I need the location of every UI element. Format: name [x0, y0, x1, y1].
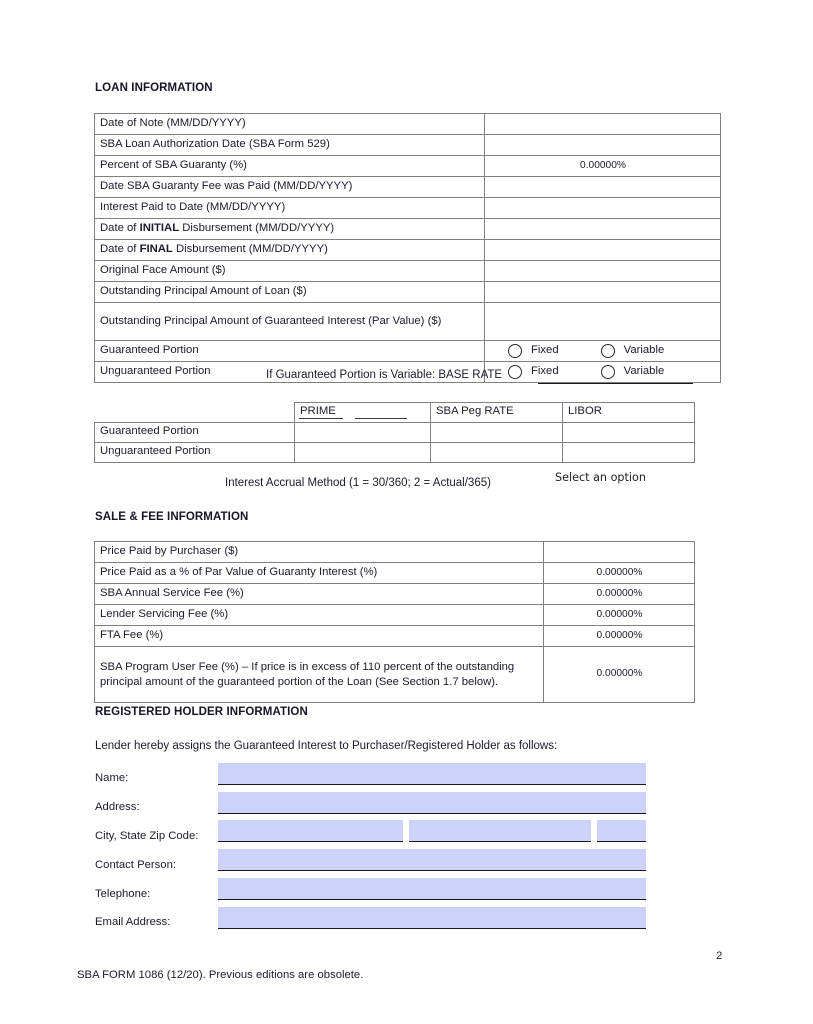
row-label: Lender Servicing Fee (%)	[95, 605, 544, 626]
label-text: Outstanding Principal Amount of Loan ($)	[100, 284, 307, 297]
label-emphasis: FINAL	[139, 242, 173, 255]
loan-information-table	[94, 113, 721, 383]
row-options	[485, 362, 721, 383]
row-value[interactable]	[485, 261, 721, 282]
row-value[interactable]: 0.00000%	[544, 563, 695, 584]
table-row	[95, 261, 721, 282]
label-text: SBA Loan Authorization Date (SBA Form 529)	[100, 137, 330, 150]
input-address[interactable]	[218, 792, 646, 814]
radio-option-fixed-unguaranteed[interactable]	[508, 364, 559, 380]
cell-sba-peg-rate[interactable]	[431, 423, 563, 443]
table-row	[95, 423, 695, 443]
row-label: Price Paid by Purchaser ($)	[95, 542, 544, 563]
table-row	[95, 219, 721, 240]
input-contact-person[interactable]	[218, 849, 646, 871]
row-label	[95, 261, 485, 282]
table-row	[95, 647, 695, 703]
table-row	[95, 135, 721, 156]
cell-prime[interactable]	[295, 443, 431, 463]
row-label: Price Paid as a % of Par Value of Guaranty Interest (%)	[95, 563, 544, 584]
label-text: Percent of SBA Guaranty (%)	[100, 158, 247, 171]
loan-information-heading: LOAN INFORMATION	[95, 82, 213, 94]
table-row	[95, 626, 695, 647]
form-identifier: SBA FORM 1086 (12/20). Previous editions are obsolete.	[77, 969, 364, 981]
radio-icon[interactable]	[601, 365, 615, 379]
registered-holder-intro: Lender hereby assigns the Guaranteed Interest to Purchaser/Registered Holder as follows:	[95, 740, 558, 752]
row-label: FTA Fee (%)	[95, 626, 544, 647]
row-value[interactable]	[485, 177, 721, 198]
base-rate-prompt: If Guaranteed Portion is Variable: BASE RATE	[266, 369, 503, 381]
label-text-suffix: Disbursement (MM/DD/YYYY)	[179, 221, 335, 234]
input-zip[interactable]	[597, 820, 646, 842]
row-value[interactable]	[485, 114, 721, 135]
table-row	[95, 198, 721, 219]
table-row	[95, 341, 721, 362]
radio-icon[interactable]	[508, 365, 522, 379]
cell-sba-peg-rate[interactable]	[431, 443, 563, 463]
radio-option-variable-unguaranteed[interactable]	[601, 364, 665, 380]
label-text: Date of Note (MM/DD/YYYY)	[100, 116, 246, 129]
label-address: Address:	[95, 801, 140, 813]
row-label: SBA Program User Fee (%) – If price is in excess of 110 percent of the outstanding principal amount of the guaranteed portion of the Loan (See Section 1.7 below).	[95, 647, 544, 703]
radio-icon[interactable]	[601, 344, 615, 358]
row-label	[95, 341, 485, 362]
row-label	[95, 303, 485, 341]
row-value[interactable]: 0.00000%	[544, 647, 695, 703]
radio-label: Fixed	[531, 365, 559, 378]
input-state[interactable]	[409, 820, 591, 842]
row-value[interactable]	[485, 135, 721, 156]
sale-fee-information-heading: SALE & FEE INFORMATION	[95, 511, 249, 523]
row-label	[95, 156, 485, 177]
input-email-address[interactable]	[218, 907, 646, 929]
input-name[interactable]	[218, 763, 646, 785]
row-label	[95, 282, 485, 303]
row-value[interactable]	[544, 542, 695, 563]
row-value[interactable]	[485, 282, 721, 303]
row-label: SBA Annual Service Fee (%)	[95, 584, 544, 605]
row-value[interactable]	[485, 240, 721, 261]
table-row	[95, 563, 695, 584]
registered-holder-heading: REGISTERED HOLDER INFORMATION	[95, 706, 308, 718]
row-value[interactable]: 0.00000%	[485, 156, 721, 177]
row-label	[95, 198, 485, 219]
row-label: Unguaranteed Portion	[95, 443, 295, 463]
label-telephone: Telephone:	[95, 888, 151, 900]
label-city-state-zip: City, State Zip Code:	[95, 830, 199, 842]
label-text: Date of	[100, 242, 140, 255]
variable-rate-table	[94, 402, 695, 463]
table-header-row	[95, 403, 695, 423]
column-header-prime: PRIME	[295, 403, 431, 423]
table-row	[95, 605, 695, 626]
table-row	[95, 303, 721, 341]
label-text: Guaranteed Portion	[100, 343, 199, 356]
radio-label: Fixed	[531, 344, 559, 357]
table-row	[95, 240, 721, 261]
table-row	[95, 282, 721, 303]
radio-label: Variable	[623, 344, 665, 357]
label-text: Unguaranteed Portion	[100, 364, 211, 377]
label-text: Original Face Amount ($)	[100, 263, 226, 276]
radio-option-variable-guaranteed[interactable]	[601, 343, 665, 359]
table-row	[95, 177, 721, 198]
label-text: Date SBA Guaranty Fee was Paid (MM/DD/YYYY)	[100, 179, 353, 192]
column-header-libor: LIBOR	[563, 403, 695, 423]
row-label	[95, 135, 485, 156]
prime-header-underline-left	[299, 418, 343, 419]
input-telephone[interactable]	[218, 878, 646, 900]
row-label: Guaranteed Portion	[95, 423, 295, 443]
interest-accrual-label: Interest Accrual Method (1 = 30/360; 2 = Actual/365)	[225, 477, 491, 489]
cell-prime[interactable]	[295, 423, 431, 443]
label-text: Outstanding Principal Amount of Guaranteed Interest (Par Value) ($)	[100, 314, 442, 327]
row-value[interactable]	[485, 303, 721, 341]
row-value[interactable]: 0.00000%	[544, 584, 695, 605]
prime-header-underline-right	[355, 418, 407, 419]
sale-fee-table	[94, 541, 695, 703]
label-text: Interest Paid to Date (MM/DD/YYYY)	[100, 200, 286, 213]
radio-option-fixed-guaranteed[interactable]	[508, 343, 559, 359]
base-rate-input[interactable]	[538, 383, 693, 384]
row-value[interactable]: 0.00000%	[544, 605, 695, 626]
radio-label: Variable	[623, 365, 665, 378]
row-label	[95, 177, 485, 198]
table-row	[95, 443, 695, 463]
row-value[interactable]	[485, 198, 721, 219]
table-row	[95, 114, 721, 135]
row-label	[95, 219, 485, 240]
table-row	[95, 584, 695, 605]
interest-accrual-dropdown[interactable]: Select an option	[555, 471, 646, 484]
input-city[interactable]	[218, 820, 403, 842]
row-value[interactable]	[485, 219, 721, 240]
label-text-suffix: Disbursement (MM/DD/YYYY)	[172, 242, 328, 255]
cell-libor[interactable]	[563, 443, 695, 463]
radio-icon[interactable]	[508, 344, 522, 358]
row-value[interactable]: 0.00000%	[544, 626, 695, 647]
label-name: Name:	[95, 772, 129, 784]
label-emphasis: INITIAL	[139, 221, 180, 234]
page-number: 2	[716, 950, 723, 962]
row-label	[95, 114, 485, 135]
column-header-sba-peg-rate: SBA Peg RATE	[431, 403, 563, 423]
table-row	[95, 156, 721, 177]
row-options	[485, 341, 721, 362]
label-contact-person: Contact Person:	[95, 859, 177, 871]
label-email-address: Email Address:	[95, 916, 171, 928]
label-text: Date of	[100, 221, 140, 234]
cell-libor[interactable]	[563, 423, 695, 443]
row-label	[95, 240, 485, 261]
corner-cell	[95, 403, 295, 423]
table-row	[95, 542, 695, 563]
